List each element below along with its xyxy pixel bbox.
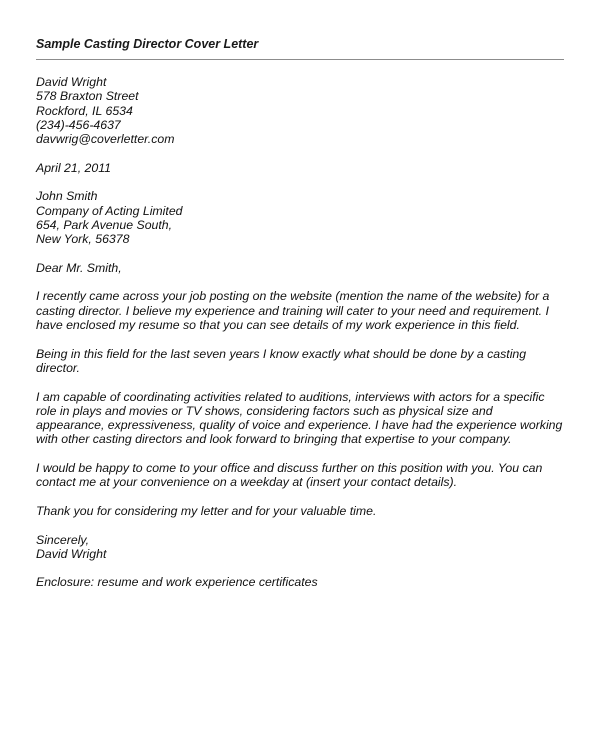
recipient-company: Company of Acting Limited	[36, 203, 183, 218]
salutation: Dear Mr. Smith,	[36, 260, 122, 275]
enclosure-note: Enclosure: resume and work experience certificates	[36, 575, 318, 590]
body-paragraph: I would be happy to come to your office and discuss further on this position with you. You can contact me at your convenience on a weekday at (insert your contact details).	[36, 461, 543, 490]
recipient-address	[36, 189, 564, 246]
sender-address	[36, 75, 564, 146]
sender-email: davwrig@coverletter.com	[36, 132, 175, 147]
letter-date: April 21, 2011	[36, 160, 111, 175]
title-divider	[36, 59, 564, 60]
recipient-city: New York, 56378	[36, 232, 130, 247]
body-paragraph: Being in this field for the last seven years I know exactly what should be done by a casting director.	[36, 346, 527, 375]
letter-body	[36, 75, 564, 604]
closing: Sincerely,	[36, 532, 90, 547]
body-paragraph: I recently came across your job posting on the website (mention the name of the website) for a casting director. I believe my experience and training will cater to your need and requirement. I have enclosed my resume so that you can see details of my work experience in this field.	[36, 289, 550, 333]
body-paragraph: Thank you for considering my letter and for your valuable time.	[36, 503, 377, 518]
sender-phone: (234)-456-4637	[36, 117, 121, 132]
sender-street: 578 Braxton Street	[36, 89, 139, 104]
body-paragraph: I am capable of coordinating activities related to auditions, interviews with actors for a specific role in plays and movies or TV shows, considering factors such as physical size and appearance, expressiveness, quality of voice and experience. I have had the experience working with other casting directors and look forward to bringing that expertise to your company.	[36, 389, 563, 447]
signature-name: David Wright	[36, 546, 107, 561]
recipient-street: 654, Park Avenue South,	[36, 217, 173, 232]
sender-city: Rockford, IL 6534	[36, 103, 133, 118]
document-title: Sample Casting Director Cover Letter	[36, 37, 259, 51]
closing-block	[36, 533, 564, 562]
sender-name: David Wright	[36, 75, 107, 89]
recipient-name: John Smith	[36, 189, 98, 204]
